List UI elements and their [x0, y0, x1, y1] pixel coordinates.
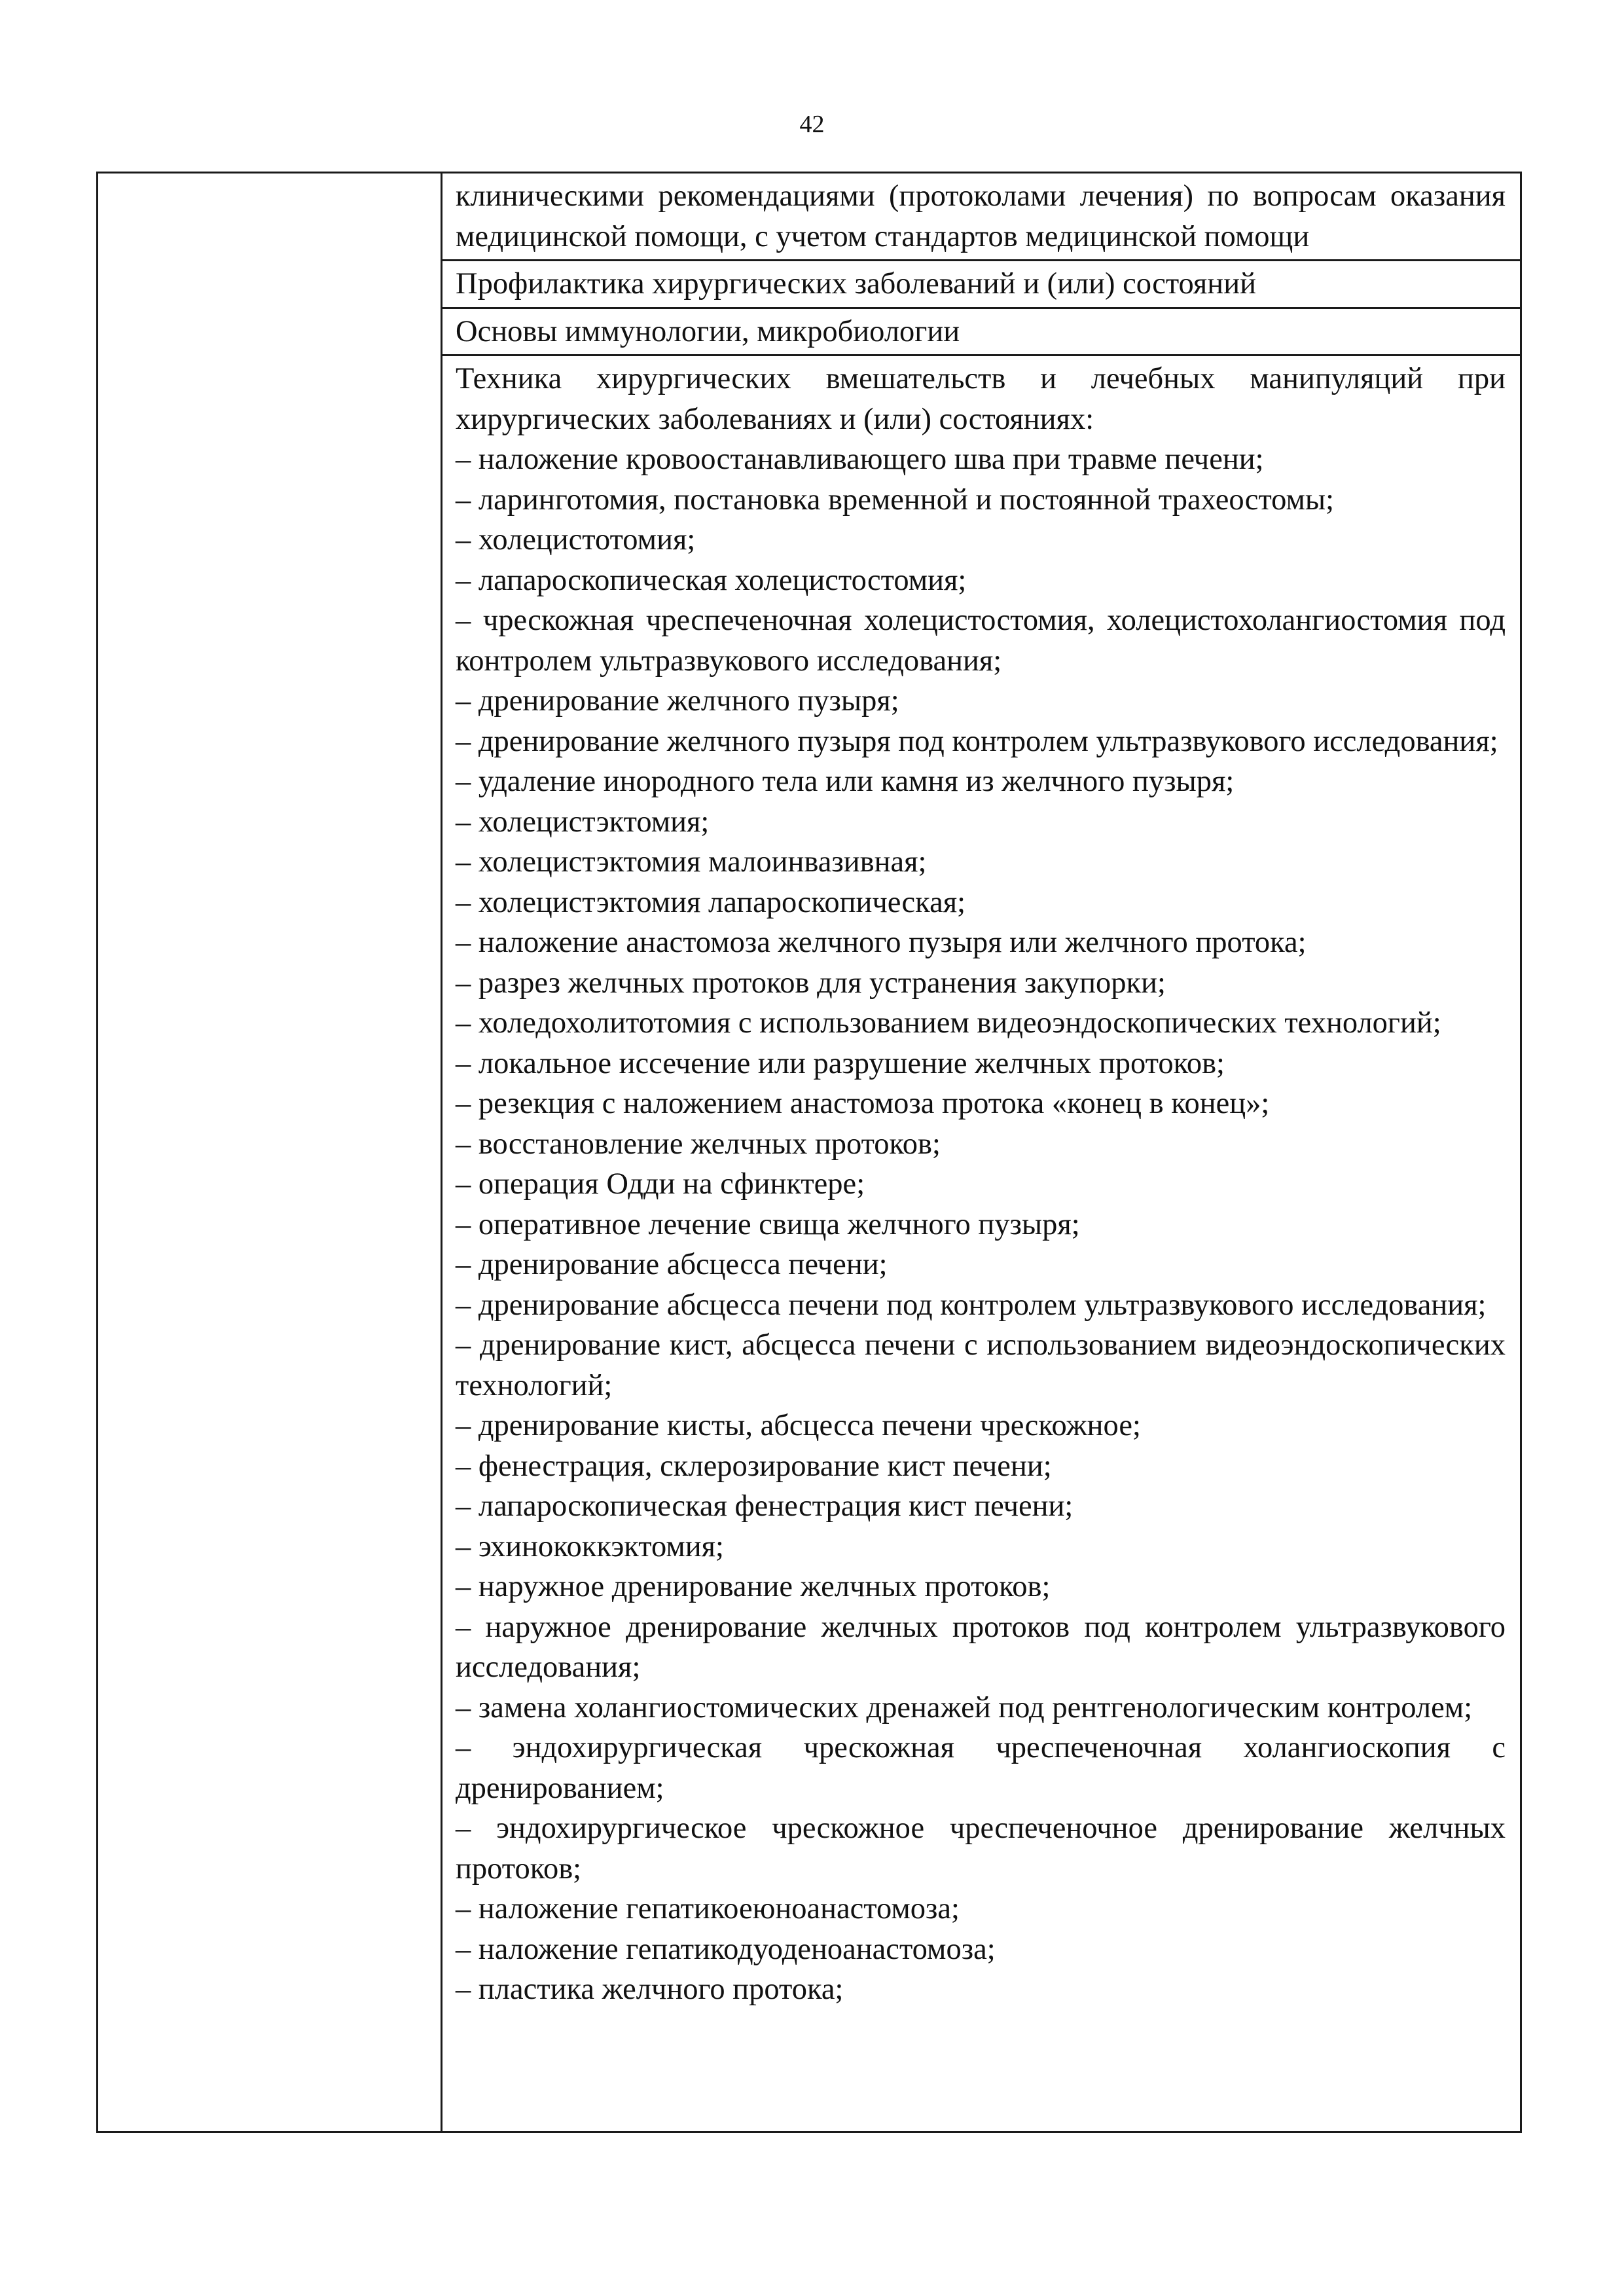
list-item: – холецистэктомия лапароскопическая; [456, 885, 966, 919]
list-item: – холецистэктомия; [456, 805, 710, 839]
list-item: – дренирование абсцесса печени под контролем ультразвукового исследования; [456, 1288, 1487, 1322]
list-item: – ларинготомия, постановка временной и постоянной трахеостомы; [456, 483, 1335, 517]
list-item: – лапароскопическая фенестрация кист печени; [456, 1489, 1074, 1523]
list-item: – холедохолитотомия с использованием видеоэндоскопических технологий; [456, 1006, 1441, 1040]
list-item: – резекция с наложением анастомоза протока «конец в конец»; [456, 1087, 1270, 1120]
list-item: – холецистотомия; [456, 523, 696, 556]
list-item: – наружное дренирование желчных протоков под контролем ультразвукового исследования; [456, 1610, 1506, 1684]
list-item: – лапароскопическая холецистостомия; [456, 563, 967, 597]
list-item: – операция Одди на сфинктере; [456, 1167, 865, 1201]
list-item: – пластика желчного протока; [456, 1973, 844, 2006]
list-item: – дренирование желчного пузыря; [456, 684, 899, 718]
list-item: – наружное дренирование желчных протоков; [456, 1570, 1051, 1603]
list-item: – дренирование абсцесса печени; [456, 1248, 888, 1281]
cell-text: Профилактика хирургических заболеваний и (или) состояний [456, 267, 1256, 301]
list-item: – эндохирургическая чрескожная чреспеченочная холангиоскопия с дренированием; [456, 1731, 1506, 1805]
page-number: 42 [799, 111, 825, 138]
list-item: – замена холангиостомических дренажей под рентгенологическим контролем; [456, 1690, 1473, 1724]
table-cell-prevention [442, 261, 1520, 309]
list-item: – чрескожная чреспеченочная холецистостомия, холецистохолангиостомия под контролем ультразвукового исследования; [456, 604, 1506, 678]
list-item: – холецистэктомия малоинвазивная; [456, 845, 927, 879]
list-item: – удаление инородного тела или камня из желчного пузыря; [456, 765, 1235, 798]
list-item: – наложение гепатикоеюноанастомоза; [456, 1892, 960, 1925]
list-item: – наложение кровоостанавливающего шва при травме печени; [456, 443, 1264, 476]
table-right-column [442, 173, 1520, 2131]
list-item: – дренирование желчного пузыря под контролем ультразвукового исследования; [456, 724, 1498, 758]
list-item: – дренирование кист, абсцесса печени с использованием видеоэндоскопических технологий; [456, 1328, 1506, 1402]
list-item: – восстановление желчных протоков; [456, 1127, 941, 1161]
list-item: – эндохирургическое чрескожное чреспеченочное дренирование желчных протоков; [456, 1812, 1506, 1886]
table-cell-surgical-techniques [442, 356, 1520, 2013]
table-left-column [98, 173, 442, 2131]
list-item: – локальное иссечение или разрушение желчных протоков; [456, 1046, 1225, 1080]
table-cell-immunology [442, 309, 1520, 357]
list-item: – наложение гепатикодуоденоанастомоза; [456, 1932, 996, 1966]
list-item: – эхинококкэктомия; [456, 1529, 724, 1563]
cell-text: Основы иммунологии, микробиологии [456, 314, 960, 348]
content-table [96, 172, 1522, 2133]
table-cell-clinical-recommendations [442, 173, 1520, 261]
list-item: – дренирование кисты, абсцесса печени чрескожное; [456, 1409, 1141, 1442]
list-item: – разрез желчных протоков для устранения закупорки; [456, 966, 1166, 1000]
list-intro: Техника хирургических вмешательств и лечебных манипуляций при хирургических заболеваниях и (или) состояниях: [456, 362, 1506, 436]
list-item: – оперативное лечение свища желчного пузыря; [456, 1207, 1080, 1241]
list-item: – фенестрация, склерозирование кист печени; [456, 1449, 1052, 1483]
cell-text: клиническими рекомендациями (протоколами лечения) по вопросам оказания медицинской помощи, с учетом стандартов медицинской помощи [456, 179, 1506, 253]
list-item: – наложение анастомоза желчного пузыря или желчного протока; [456, 926, 1307, 959]
